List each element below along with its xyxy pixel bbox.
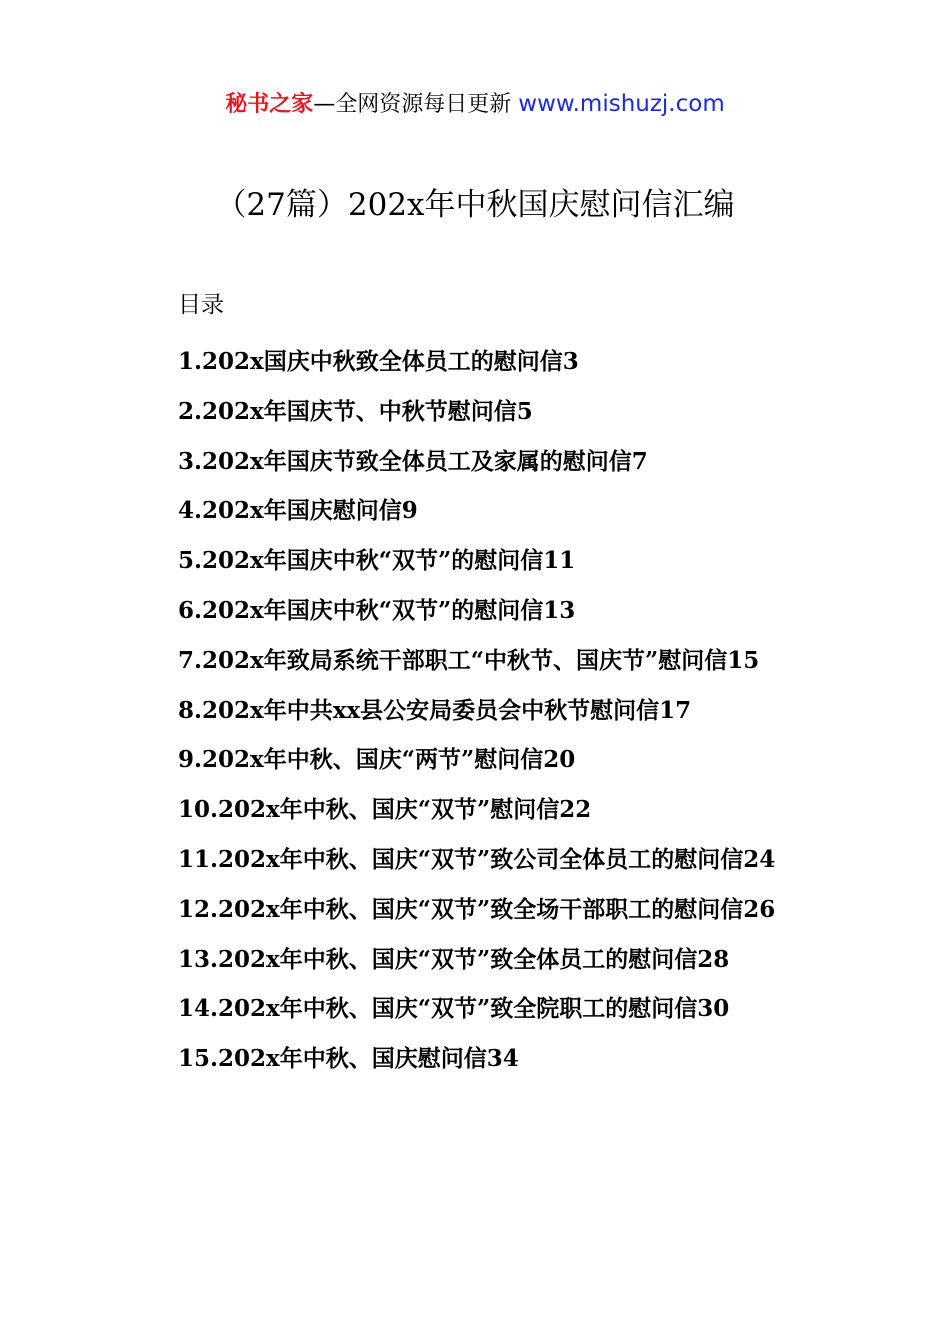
toc-item-page: 34 (486, 1045, 519, 1073)
toc-item-page: 24 (743, 845, 776, 873)
toc-item[interactable] (128, 437, 834, 487)
toc-item[interactable] (128, 586, 834, 636)
toc-item[interactable] (128, 337, 834, 387)
toc-item[interactable] (128, 686, 834, 736)
toc-item-label: 8.202x年中共xx县公安局委员会中秋节慰问信 (178, 696, 660, 724)
toc-item-page: 15 (727, 646, 760, 674)
toc-item[interactable] (128, 735, 834, 785)
toc-item[interactable] (128, 835, 834, 885)
toc-item[interactable] (128, 935, 834, 985)
toc-item-page: 30 (697, 995, 730, 1023)
toc-item-label: 6.202x年国庆中秋“双节”的慰问信 (178, 596, 544, 624)
toc-item[interactable] (128, 885, 834, 935)
site-tagline: —全网资源每日更新 (313, 92, 512, 117)
toc-item-label: 1.202x国庆中秋致全体员工的慰问信 (178, 348, 563, 375)
toc-item[interactable] (128, 486, 834, 536)
toc-item-page: 26 (743, 895, 776, 923)
toc-item-label: 4.202x年国庆慰问信 (178, 497, 402, 525)
toc-item-page: 11 (543, 547, 576, 575)
toc-item-page: 17 (659, 696, 692, 724)
toc-item[interactable] (128, 785, 834, 835)
toc-item-label: 9.202x年中秋、国庆“两节”慰问信 (178, 746, 544, 774)
toc-item-label: 5.202x年国庆中秋“双节”的慰问信 (178, 547, 544, 575)
toc-item-label: 3.202x年国庆节致全体员工及家属的慰问信 (178, 447, 632, 475)
toc-item-page: 13 (543, 596, 576, 624)
toc-item-label: 2.202x年国庆节、中秋节慰问信 (178, 397, 517, 425)
document-title: （27篇）202x年中秋国庆慰问信汇编 (215, 187, 735, 223)
toc-item[interactable] (128, 984, 834, 1034)
site-brand: 秘书之家 (225, 92, 314, 117)
toc-item-label: 10.202x年中秋、国庆“双节”慰问信 (178, 796, 560, 824)
table-of-contents (128, 337, 834, 1084)
toc-item[interactable] (128, 1034, 834, 1084)
toc-item-page: 22 (559, 796, 592, 824)
toc-item[interactable] (128, 387, 834, 437)
toc-item-page: 9 (401, 497, 418, 525)
toc-item-label: 14.202x年中秋、国庆“双节”致全院职工的慰问信 (178, 995, 698, 1023)
site-header (0, 86, 950, 123)
toc-item-label: 13.202x年中秋、国庆“双节”致全体员工的慰问信 (178, 945, 698, 973)
toc-item-page: 20 (543, 746, 576, 774)
toc-item-label: 15.202x年中秋、国庆慰问信 (178, 1045, 487, 1073)
toc-item-page: 28 (697, 945, 730, 973)
site-url-link[interactable]: www.mishuzj.com (518, 91, 725, 117)
toc-item-page: 5 (516, 397, 533, 425)
toc-item-page: 3 (562, 348, 579, 375)
toc-item[interactable] (128, 536, 834, 586)
toc-item-label: 7.202x年致局系统干部职工“中秋节、国庆节”慰问信 (178, 646, 728, 674)
toc-item-label: 11.202x年中秋、国庆“双节”致公司全体员工的慰问信 (178, 845, 744, 873)
toc-heading: 目录 (178, 292, 224, 318)
toc-item-label: 12.202x年中秋、国庆“双节”致全场干部职工的慰问信 (178, 895, 744, 923)
toc-item[interactable] (128, 636, 834, 686)
toc-item-page: 7 (631, 447, 648, 475)
